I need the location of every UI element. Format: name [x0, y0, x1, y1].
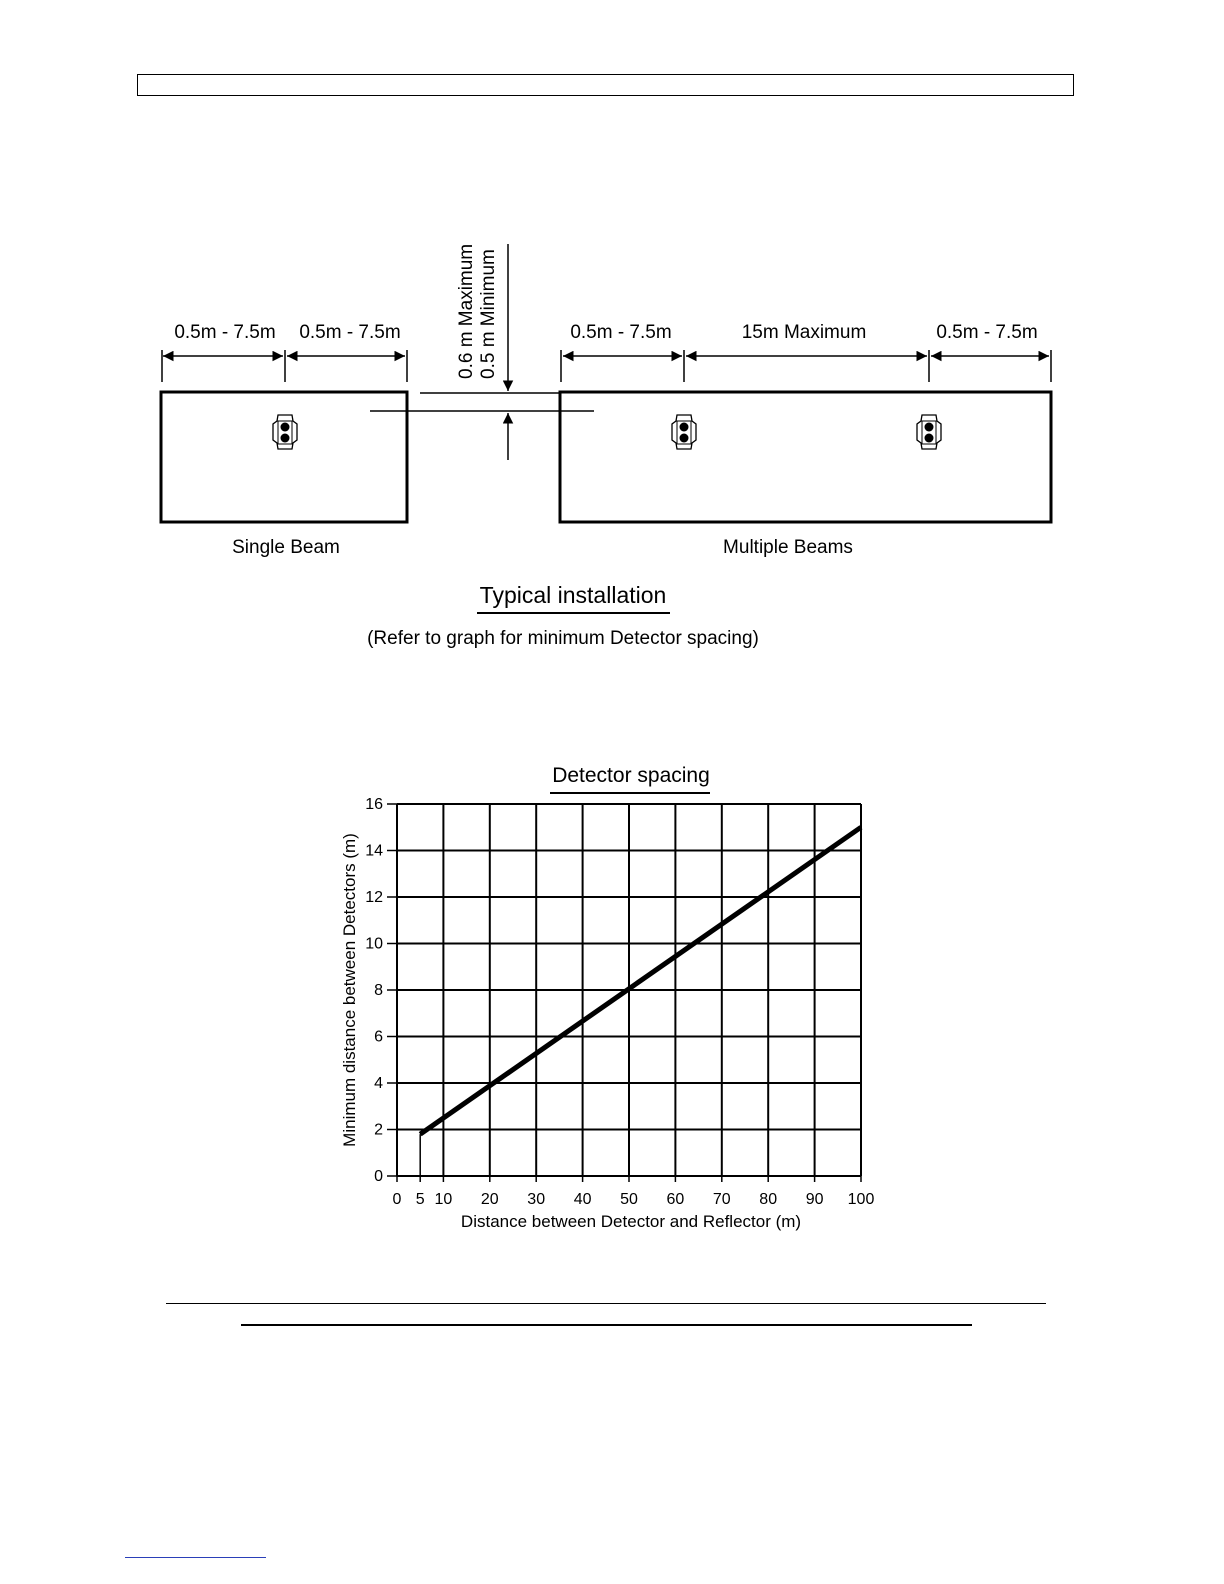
x-tick-label: 0	[392, 1191, 402, 1208]
chart-title: Detector spacing	[552, 764, 710, 787]
x-tick-label: 100	[847, 1191, 875, 1208]
dim-multi-left: 0.5m - 7.5m	[570, 322, 672, 343]
x-tick-label: 50	[620, 1191, 638, 1208]
y-tick-label: 10	[365, 935, 383, 953]
y-tick-label: 14	[365, 842, 383, 860]
y-tick-label: 2	[374, 1121, 383, 1139]
series-line	[420, 827, 861, 1134]
footer-rule-top	[166, 1303, 1046, 1304]
x-tick-label: 10	[434, 1191, 453, 1208]
chart-ylabel: Minimum distance between Detectors (m)	[340, 833, 359, 1147]
x-tick-label: 20	[480, 1191, 499, 1208]
vertical-max-label: 0.6 m Maximum	[456, 243, 477, 379]
y-tick-label: 0	[374, 1168, 383, 1185]
installation-subtitle: (Refer to graph for minimum Detector spacing)	[367, 628, 759, 649]
x-tick-label: 90	[805, 1191, 824, 1208]
multiple-beams-label: Multiple Beams	[723, 537, 853, 558]
x-tick-label: 60	[666, 1191, 685, 1208]
vertical-min-label: 0.5 m Minimum	[478, 249, 499, 379]
y-tick-label: 6	[374, 1028, 383, 1046]
footnote-separator	[125, 1557, 266, 1558]
dim-multi-right: 0.5m - 7.5m	[936, 322, 1038, 343]
dim-single-right: 0.5m - 7.5m	[299, 322, 401, 343]
y-tick-label: 8	[374, 982, 383, 999]
y-tick-label: 12	[365, 889, 383, 906]
y-tick-label: 4	[374, 1075, 383, 1092]
x-tick-label: 70	[712, 1191, 731, 1208]
chart-xlabel: Distance between Detector and Reflector (m)	[460, 1212, 802, 1231]
dim-single-left: 0.5m - 7.5m	[174, 322, 276, 343]
single-beam-label: Single Beam	[232, 537, 340, 558]
chart-ticks	[365, 796, 874, 1208]
dim-multi-middle: 15m Maximum	[741, 322, 867, 343]
footer-rule-bottom	[241, 1324, 972, 1326]
x-tick-label: 80	[759, 1191, 778, 1208]
chart-series	[420, 827, 861, 1176]
x-tick-label: 5	[415, 1191, 425, 1208]
x-tick-label: 30	[527, 1191, 546, 1208]
y-tick-label: 16	[365, 796, 383, 813]
x-tick-label: 40	[573, 1191, 592, 1208]
installation-title: Typical installation	[479, 582, 667, 608]
